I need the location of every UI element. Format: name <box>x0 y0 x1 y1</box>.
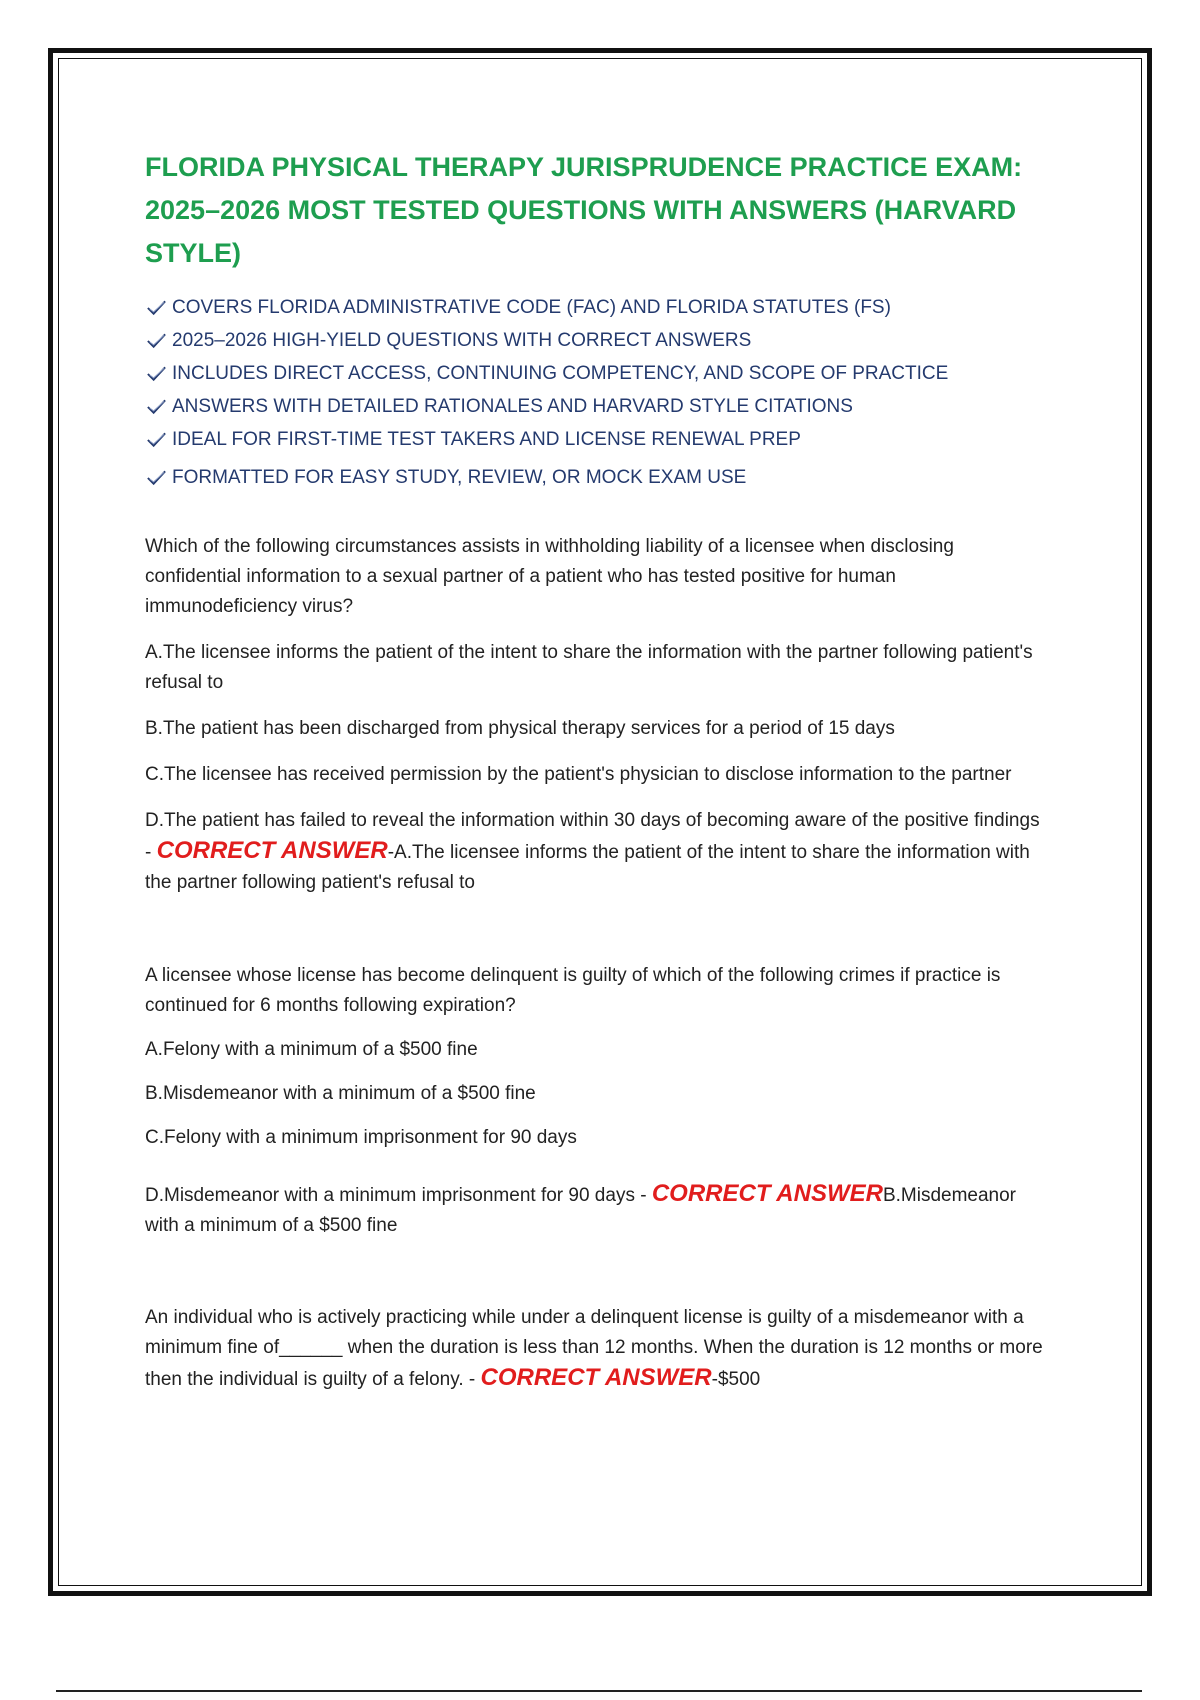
question-text: Which of the following circumstances assists in withholding liability of a licensee when disclosing confidential information to a sexual partner of a patient who has tested positive for human immunodeficiency virus? <box>145 536 954 617</box>
feature-text: 2025–2026 HIGH-YIELD QUESTIONS WITH CORRECT ANSWERS <box>172 329 752 351</box>
answer-option-c: C.Felony with a minimum imprisonment for 90 days <box>145 1127 577 1148</box>
check-mark-icon <box>145 469 168 487</box>
correct-answer-label: CORRECT ANSWER <box>480 1364 712 1391</box>
document-title: FLORIDA PHYSICAL THERAPY JURISPRUDENCE PRACTICE EXAM: 2025–2026 MOST TESTED QUESTIONS WITH ANSWERS (HARVARD STYLE) <box>145 152 1023 268</box>
bottom-rule <box>56 1690 1142 1692</box>
check-mark-icon <box>145 299 168 317</box>
correct-answer-text: B.Misdemeanor with a minimum of a $500 fine <box>145 1185 1017 1236</box>
question-block-1 <box>145 532 1045 898</box>
document-content <box>145 146 1045 1395</box>
correct-answer-text: -$500 <box>711 1369 761 1390</box>
feature-text: INCLUDES DIRECT ACCESS, CONTINUING COMPETENCY, AND SCOPE OF PRACTICE <box>172 362 949 384</box>
answer-option-b: B.Misdemeanor with a minimum of a $500 fine <box>145 1083 536 1104</box>
question-block-3 <box>145 1303 1045 1395</box>
answer-option-c: C.The licensee has received permission by the patient's physician to disclose information to the partner <box>145 764 1012 785</box>
answer-option-b: B.The patient has been discharged from physical therapy services for a period of 15 days <box>145 718 895 739</box>
correct-answer-text: -A.The licensee informs the patient of the intent to share the information with the partner following patient's refusal to <box>145 842 1030 893</box>
answer-option-d: D.The patient has failed to reveal the information within 30 days of becoming aware of the positive findings - <box>145 810 1040 863</box>
correct-answer-label: CORRECT ANSWER <box>156 837 388 864</box>
question-block-2 <box>145 961 1045 1241</box>
feature-item <box>145 357 1045 390</box>
answer-option-a: A.Felony with a minimum of a $500 fine <box>145 1039 478 1060</box>
answer-option-d-with-answer <box>145 806 1045 898</box>
question-text: An individual who is actively practicing while under a delinquent license is guilty of a misdemeanor with a minimum fine of______ when the duration is less than 12 months. When the duration is 12 months or more then the individual is guilty of a felony. - <box>145 1307 1043 1390</box>
feature-text: FORMATTED FOR EASY STUDY, REVIEW, OR MOCK EXAM USE <box>172 466 747 488</box>
feature-text: ANSWERS WITH DETAILED RATIONALES AND HARVARD STYLE CITATIONS <box>172 395 853 417</box>
feature-list <box>145 291 1045 494</box>
check-mark-icon <box>145 398 168 416</box>
feature-text: COVERS FLORIDA ADMINISTRATIVE CODE (FAC) AND FLORIDA STATUTES (FS) <box>172 296 891 318</box>
feature-item <box>145 423 1045 456</box>
answer-option-a: A.The licensee informs the patient of the intent to share the information with the partner following patient's refusal to <box>145 642 1033 693</box>
answer-option-d: D.Misdemeanor with a minimum imprisonment for 90 days - <box>145 1185 647 1206</box>
answer-option-d-with-answer <box>145 1179 1045 1241</box>
feature-item <box>145 324 1045 357</box>
feature-text: IDEAL FOR FIRST-TIME TEST TAKERS AND LICENSE RENEWAL PREP <box>172 428 801 450</box>
check-mark-icon <box>145 431 168 449</box>
question-text: A licensee whose license has become delinquent is guilty of which of the following crimes if practice is continued for 6 months following expiration? <box>145 965 1001 1016</box>
feature-item <box>145 390 1045 423</box>
check-mark-icon <box>145 365 168 383</box>
question-with-answer <box>145 1303 1045 1395</box>
feature-item <box>145 291 1045 324</box>
feature-item <box>145 461 1045 494</box>
correct-answer-label: CORRECT ANSWER <box>651 1180 883 1207</box>
check-mark-icon <box>145 332 168 350</box>
